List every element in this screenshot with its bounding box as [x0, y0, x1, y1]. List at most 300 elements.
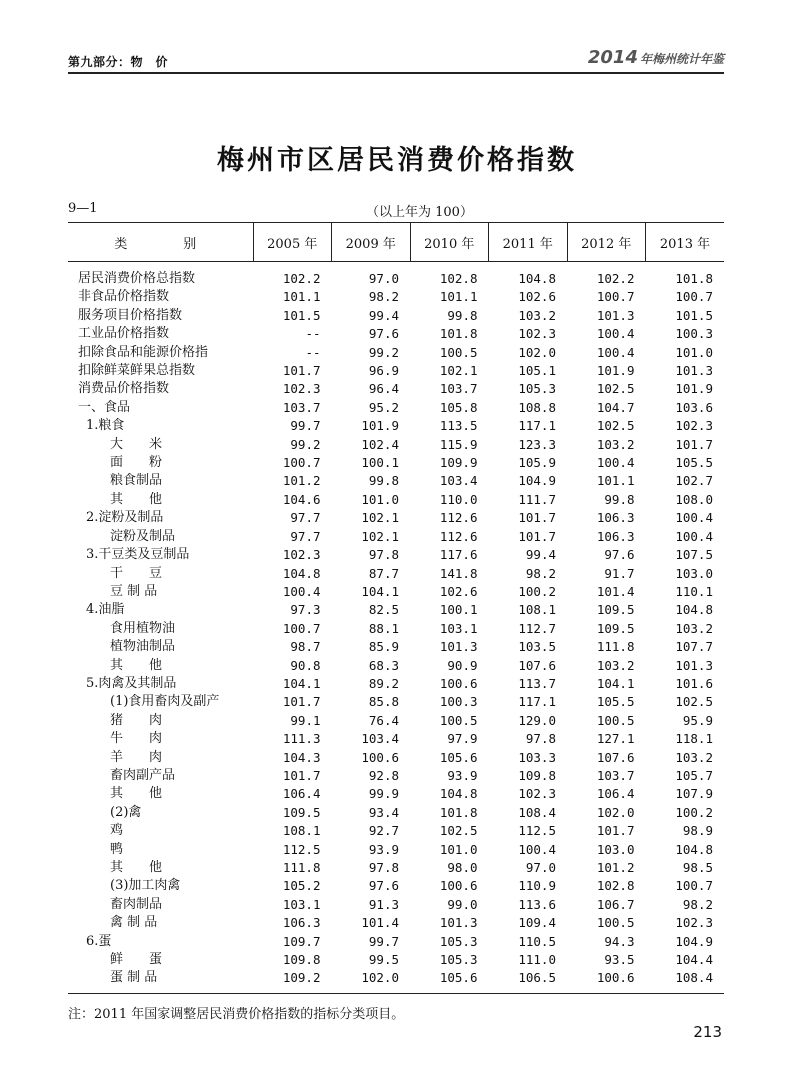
index-value: 111.7 — [518, 491, 556, 507]
row-label: 食用植物油 — [110, 620, 176, 636]
index-value: 108.1 — [518, 602, 556, 618]
index-value: 100.2 — [518, 583, 556, 599]
index-value: 100.4 — [675, 510, 713, 526]
index-value: 103.0 — [675, 565, 713, 581]
index-value: 100.7 — [675, 878, 713, 894]
index-value: 118.1 — [675, 731, 713, 747]
index-value: 100.7 — [282, 620, 321, 636]
index-value: 101.1 — [596, 473, 635, 489]
index-value: 102.8 — [596, 878, 635, 894]
row-label: 畜肉制品 — [110, 896, 163, 912]
index-value: 88.1 — [368, 620, 399, 636]
index-value: 101.2 — [596, 860, 635, 875]
index-value: 111.8 — [596, 639, 635, 655]
index-value: 101.7 — [518, 528, 556, 544]
index-value: 105.5 — [675, 455, 713, 471]
index-value: 99.5 — [368, 952, 399, 968]
index-value: 100.5 — [439, 712, 478, 728]
index-value: 105.8 — [439, 399, 478, 415]
index-value: 99.2 — [290, 436, 321, 452]
index-value: 99.7 — [368, 933, 399, 949]
index-value: 106.7 — [596, 896, 635, 912]
index-value: 108.0 — [675, 491, 713, 507]
table-row — [68, 472, 724, 490]
index-value: 113.7 — [518, 675, 556, 691]
index-value: 100.2 — [675, 804, 713, 820]
index-value: 100.1 — [439, 602, 478, 618]
index-value: -- — [305, 344, 321, 360]
index-value: 110.1 — [675, 583, 713, 599]
index-value: 98.2 — [368, 289, 399, 305]
index-value: 76.4 — [368, 712, 399, 728]
index-value: 101.9 — [361, 418, 399, 434]
index-value: 102.7 — [675, 473, 713, 489]
index-value: 100.6 — [439, 675, 478, 691]
table-row — [68, 712, 724, 730]
index-value: 104.1 — [282, 675, 321, 691]
index-value: 104.3 — [282, 749, 321, 765]
index-value: 107.5 — [675, 547, 713, 563]
table-row — [68, 620, 724, 638]
index-value: 82.5 — [368, 602, 399, 618]
index-value: 98.2 — [682, 896, 713, 912]
index-value: 109.9 — [439, 455, 478, 471]
table-row — [68, 693, 724, 711]
index-value: 101.5 — [675, 307, 713, 323]
index-value: 96.9 — [368, 363, 399, 379]
index-value: 99.8 — [447, 307, 478, 323]
index-value: 110.9 — [518, 878, 556, 894]
index-value: 97.7 — [290, 510, 321, 526]
table-row — [68, 362, 724, 380]
index-value: 94.3 — [604, 933, 635, 949]
index-value: 100.3 — [439, 694, 478, 710]
index-value: 103.2 — [518, 307, 556, 323]
index-value: 101.3 — [439, 639, 478, 655]
row-label: (3)加工肉禽 — [110, 878, 181, 894]
index-value: -- — [305, 326, 321, 342]
index-value: 100.3 — [675, 326, 713, 342]
index-value: 113.6 — [518, 896, 556, 912]
table-header — [68, 223, 724, 262]
index-value: 110.5 — [518, 933, 556, 949]
index-value: 99.2 — [368, 344, 399, 360]
index-value: 104.9 — [675, 933, 713, 949]
index-value: 102.6 — [439, 583, 478, 599]
table-row — [68, 877, 724, 895]
index-value: 113.5 — [439, 418, 478, 434]
index-value: 98.7 — [290, 639, 321, 655]
column-header-category: 类 别 — [68, 223, 253, 262]
index-value: 100.7 — [282, 455, 321, 471]
index-value: 101.0 — [675, 344, 713, 360]
index-value: 99.4 — [525, 547, 556, 563]
row-label: 扣除食品和能源价格指 — [78, 344, 209, 360]
index-value: 100.4 — [596, 326, 635, 342]
index-value: 98.2 — [525, 565, 556, 581]
row-label: 其 他 — [110, 657, 163, 673]
table-row — [68, 933, 724, 951]
table-row — [68, 565, 724, 583]
index-value: 103.2 — [596, 436, 635, 452]
index-value: 99.4 — [368, 307, 399, 323]
index-value: 102.5 — [439, 823, 478, 839]
table-unit-note: （以上年为 100） — [366, 205, 473, 220]
index-value: 103.2 — [675, 620, 713, 636]
index-value: 97.0 — [368, 271, 399, 286]
index-value: 106.4 — [596, 786, 635, 802]
section-header: 第九部分：物 价 — [68, 55, 169, 69]
index-value: 101.5 — [282, 307, 321, 323]
row-label: 禽 制 品 — [110, 915, 158, 931]
index-value: 102.1 — [439, 363, 478, 379]
header-divider — [68, 72, 724, 74]
index-value: 106.3 — [596, 528, 635, 544]
index-value: 100.4 — [596, 344, 635, 360]
index-value: 103.4 — [439, 473, 478, 489]
footnote: 注：2011 年国家调整居民消费价格指数的指标分类项目。 — [68, 1007, 405, 1022]
table-row — [68, 896, 724, 914]
index-value: 102.3 — [518, 786, 556, 802]
index-value: 103.7 — [282, 399, 321, 415]
index-value: 101.6 — [675, 675, 713, 691]
index-value: 102.3 — [518, 326, 556, 342]
index-value: 109.5 — [596, 602, 635, 618]
index-value: 104.7 — [596, 399, 635, 415]
index-value: 107.9 — [675, 786, 713, 802]
index-value: 95.9 — [682, 712, 713, 728]
index-value: 102.6 — [518, 289, 556, 305]
index-value: 100.6 — [361, 749, 399, 765]
index-value: 102.3 — [675, 915, 713, 931]
table-row — [68, 675, 724, 693]
row-label: 鸭 — [110, 841, 124, 857]
index-value: 103.1 — [439, 620, 478, 636]
index-value: 117.1 — [518, 418, 556, 434]
index-value: 101.7 — [518, 510, 556, 526]
table-row — [68, 969, 724, 993]
index-value: 104.8 — [675, 602, 713, 618]
index-value: 100.1 — [361, 455, 399, 471]
page-number: 213 — [693, 1023, 722, 1041]
index-value: 93.5 — [604, 952, 635, 968]
table-row — [68, 859, 724, 877]
index-value: 90.8 — [290, 657, 321, 673]
index-value: 108.1 — [282, 823, 321, 839]
table-row — [68, 546, 724, 564]
index-value: 103.6 — [675, 399, 713, 415]
table-row — [68, 785, 724, 803]
index-value: 109.7 — [282, 933, 321, 949]
index-value: 115.9 — [439, 436, 478, 452]
table-row — [68, 436, 724, 454]
table-row — [68, 307, 724, 325]
index-value: 99.0 — [447, 896, 478, 912]
row-label: 豆 制 品 — [110, 583, 158, 599]
index-value: 98.9 — [682, 823, 713, 839]
row-label: 植物油制品 — [110, 639, 176, 655]
index-value: 103.2 — [675, 749, 713, 765]
index-value: 108.8 — [518, 399, 556, 415]
row-label: 消费品价格指数 — [78, 381, 170, 397]
index-value: 101.9 — [596, 363, 635, 379]
index-value: 117.6 — [439, 547, 478, 563]
index-value: 109.8 — [518, 767, 556, 783]
index-value: 68.3 — [368, 657, 399, 673]
index-value: 103.5 — [518, 639, 556, 655]
index-value: 101.0 — [439, 841, 478, 857]
row-label: 其 他 — [110, 860, 163, 875]
index-value: 98.0 — [447, 860, 478, 875]
index-value: 105.1 — [518, 363, 556, 379]
index-value: 101.7 — [596, 823, 635, 839]
index-value: 103.7 — [596, 767, 635, 783]
index-value: 99.7 — [290, 418, 321, 434]
index-value: 106.4 — [282, 786, 321, 802]
index-value: 97.3 — [290, 602, 321, 618]
index-value: 103.0 — [596, 841, 635, 857]
table-row — [68, 454, 724, 472]
table-row — [68, 325, 724, 343]
index-value: 109.5 — [282, 804, 321, 820]
index-value: 99.9 — [368, 786, 399, 802]
index-value: 106.3 — [282, 915, 321, 931]
index-value: 101.7 — [282, 767, 321, 783]
column-header-2009: 2009 年 — [332, 223, 411, 262]
index-value: 103.2 — [596, 657, 635, 673]
table-row — [68, 804, 724, 822]
index-value: 110.0 — [439, 491, 478, 507]
index-value: 112.6 — [439, 510, 478, 526]
index-value: 107.7 — [675, 639, 713, 655]
row-label: 居民消费价格总指数 — [78, 271, 196, 286]
index-value: 102.5 — [596, 418, 635, 434]
table-row — [68, 749, 724, 767]
index-value: 103.3 — [518, 749, 556, 765]
index-value: 101.3 — [439, 915, 478, 931]
index-value: 103.7 — [439, 381, 478, 397]
index-value: 104.4 — [675, 952, 713, 968]
row-label: 5.肉禽及其制品 — [86, 675, 177, 691]
price-index-table — [68, 222, 724, 994]
table-row — [68, 767, 724, 785]
row-label: 其 他 — [110, 491, 163, 507]
index-value: 102.1 — [361, 510, 399, 526]
index-value: 93.4 — [368, 804, 399, 820]
row-label: 粮食制品 — [110, 473, 163, 489]
index-value: 99.8 — [368, 473, 399, 489]
index-value: 111.0 — [518, 952, 556, 968]
header-row — [68, 223, 724, 262]
index-value: 104.8 — [518, 271, 556, 286]
index-value: 141.8 — [439, 565, 478, 581]
index-value: 100.4 — [675, 528, 713, 544]
column-header-2012: 2012 年 — [567, 223, 646, 262]
index-value: 105.6 — [410, 969, 489, 993]
index-value: 102.0 — [518, 344, 556, 360]
index-value: 97.9 — [447, 731, 478, 747]
row-label: 1.粮食 — [86, 418, 125, 434]
index-value: 102.3 — [675, 418, 713, 434]
index-value: 107.6 — [518, 657, 556, 673]
index-value: 100.5 — [596, 712, 635, 728]
index-value: 102.3 — [282, 547, 321, 563]
row-label: 猪 肉 — [110, 712, 163, 728]
index-value: 101.4 — [596, 583, 635, 599]
index-value: 87.7 — [368, 565, 399, 581]
index-value: 101.3 — [675, 363, 713, 379]
index-value: 127.1 — [596, 731, 635, 747]
row-label: (1)食用畜肉及副产 — [110, 694, 220, 710]
index-value: 111.3 — [282, 731, 321, 747]
row-label: 畜肉副产品 — [110, 767, 176, 783]
page-title: 梅州市区居民消费价格指数 — [217, 145, 577, 176]
index-value: 85.8 — [368, 694, 399, 710]
index-value: 99.8 — [604, 491, 635, 507]
column-header-2010: 2010 年 — [410, 223, 489, 262]
index-value: 101.7 — [675, 436, 713, 452]
column-header-2005: 2005 年 — [253, 223, 332, 262]
row-label: 鸡 — [110, 823, 124, 839]
index-value: 117.1 — [518, 694, 556, 710]
index-value: 102.1 — [361, 528, 399, 544]
index-value: 103.1 — [282, 896, 321, 912]
row-label: 牛 肉 — [110, 731, 163, 747]
table-row — [68, 399, 724, 417]
table-row — [68, 417, 724, 435]
index-value: 123.3 — [518, 436, 556, 452]
index-value: 97.6 — [604, 547, 635, 563]
yearbook-title — [588, 47, 724, 68]
index-value: 105.3 — [439, 952, 478, 968]
index-value: 104.8 — [439, 786, 478, 802]
row-label: 非食品价格指数 — [78, 289, 170, 305]
index-value: 101.4 — [361, 915, 399, 931]
index-value: 91.7 — [604, 565, 635, 581]
row-label: 4.油脂 — [86, 602, 125, 618]
index-value: 106.5 — [489, 969, 568, 993]
index-value: 111.8 — [282, 860, 321, 875]
row-label: 3.干豆类及豆制品 — [86, 547, 190, 563]
row-label: 鲜 蛋 — [110, 952, 163, 968]
index-value: 105.5 — [596, 694, 635, 710]
index-value: 102.8 — [439, 271, 478, 286]
index-value: 101.8 — [439, 804, 478, 820]
index-value: 104.9 — [518, 473, 556, 489]
row-label: (2)禽 — [110, 804, 142, 820]
index-value: 100.5 — [439, 344, 478, 360]
index-value: 102.5 — [596, 381, 635, 397]
index-value: 107.6 — [596, 749, 635, 765]
table-row — [68, 841, 724, 859]
index-value: 101.8 — [675, 271, 713, 286]
table-row — [68, 509, 724, 527]
row-label: 其 他 — [110, 786, 163, 802]
index-value: 96.4 — [368, 381, 399, 397]
index-value: 105.9 — [518, 455, 556, 471]
row-label: 蛋 制 品 — [68, 969, 253, 993]
index-value: 105.2 — [282, 878, 321, 894]
index-value: 99.1 — [290, 712, 321, 728]
index-value: 100.7 — [596, 289, 635, 305]
table-row — [68, 730, 724, 748]
index-value: 106.3 — [596, 510, 635, 526]
index-value: 100.6 — [439, 878, 478, 894]
index-value: 100.4 — [282, 583, 321, 599]
index-value: 101.7 — [282, 694, 321, 710]
index-value: 129.0 — [518, 712, 556, 728]
index-value: 101.1 — [439, 289, 478, 305]
table-row — [68, 657, 724, 675]
index-value: 92.7 — [368, 823, 399, 839]
index-value: 101.1 — [282, 289, 321, 305]
index-value: 102.0 — [596, 804, 635, 820]
index-value: 102.3 — [282, 381, 321, 397]
index-value: 112.5 — [518, 823, 556, 839]
table-row — [68, 951, 724, 969]
table-row — [68, 583, 724, 601]
index-value: 101.3 — [596, 307, 635, 323]
index-value: 109.8 — [282, 952, 321, 968]
row-label: 干 豆 — [110, 565, 163, 581]
index-value: 112.6 — [439, 528, 478, 544]
table-row — [68, 601, 724, 619]
index-value: 112.5 — [282, 841, 321, 857]
table-row — [68, 344, 724, 362]
index-value: 102.2 — [282, 271, 321, 286]
index-value: 104.1 — [596, 675, 635, 691]
index-value: 97.6 — [368, 326, 399, 342]
index-value: 97.0 — [525, 860, 556, 875]
index-value: 102.0 — [332, 969, 411, 993]
index-value: 98.5 — [682, 860, 713, 875]
index-value: 95.2 — [368, 399, 399, 415]
index-value: 97.8 — [525, 731, 556, 747]
table-body — [68, 262, 724, 994]
index-value: 92.8 — [368, 767, 399, 783]
index-value: 90.9 — [447, 657, 478, 673]
row-label: 工业品价格指数 — [78, 326, 170, 342]
index-value: 97.7 — [290, 528, 321, 544]
row-label: 淀粉及制品 — [110, 528, 176, 544]
index-value: 105.7 — [675, 767, 713, 783]
index-value: 101.2 — [282, 473, 321, 489]
row-label: 羊 肉 — [110, 749, 163, 765]
row-label: 一、食品 — [78, 399, 131, 415]
column-header-2011: 2011 年 — [489, 223, 568, 262]
index-value: 93.9 — [447, 767, 478, 783]
index-value: 93.9 — [368, 841, 399, 857]
table-row — [68, 638, 724, 656]
table-row — [68, 822, 724, 840]
row-label: 面 粉 — [110, 455, 163, 471]
index-value: 112.7 — [518, 620, 556, 636]
index-value: 104.8 — [282, 565, 321, 581]
table-row — [68, 914, 724, 932]
index-value: 101.3 — [675, 657, 713, 673]
index-value: 100.4 — [518, 841, 556, 857]
index-value: 108.4 — [646, 969, 725, 993]
index-value: 97.8 — [368, 547, 399, 563]
yearbook-name: 年梅州统计年鉴 — [639, 52, 724, 66]
index-value: 101.0 — [361, 491, 399, 507]
index-value: 108.4 — [518, 804, 556, 820]
index-value: 91.3 — [368, 896, 399, 912]
index-value: 100.4 — [596, 455, 635, 471]
index-value: 109.4 — [518, 915, 556, 931]
index-value: 100.6 — [567, 969, 646, 993]
row-label: 2.淀粉及制品 — [86, 510, 164, 526]
